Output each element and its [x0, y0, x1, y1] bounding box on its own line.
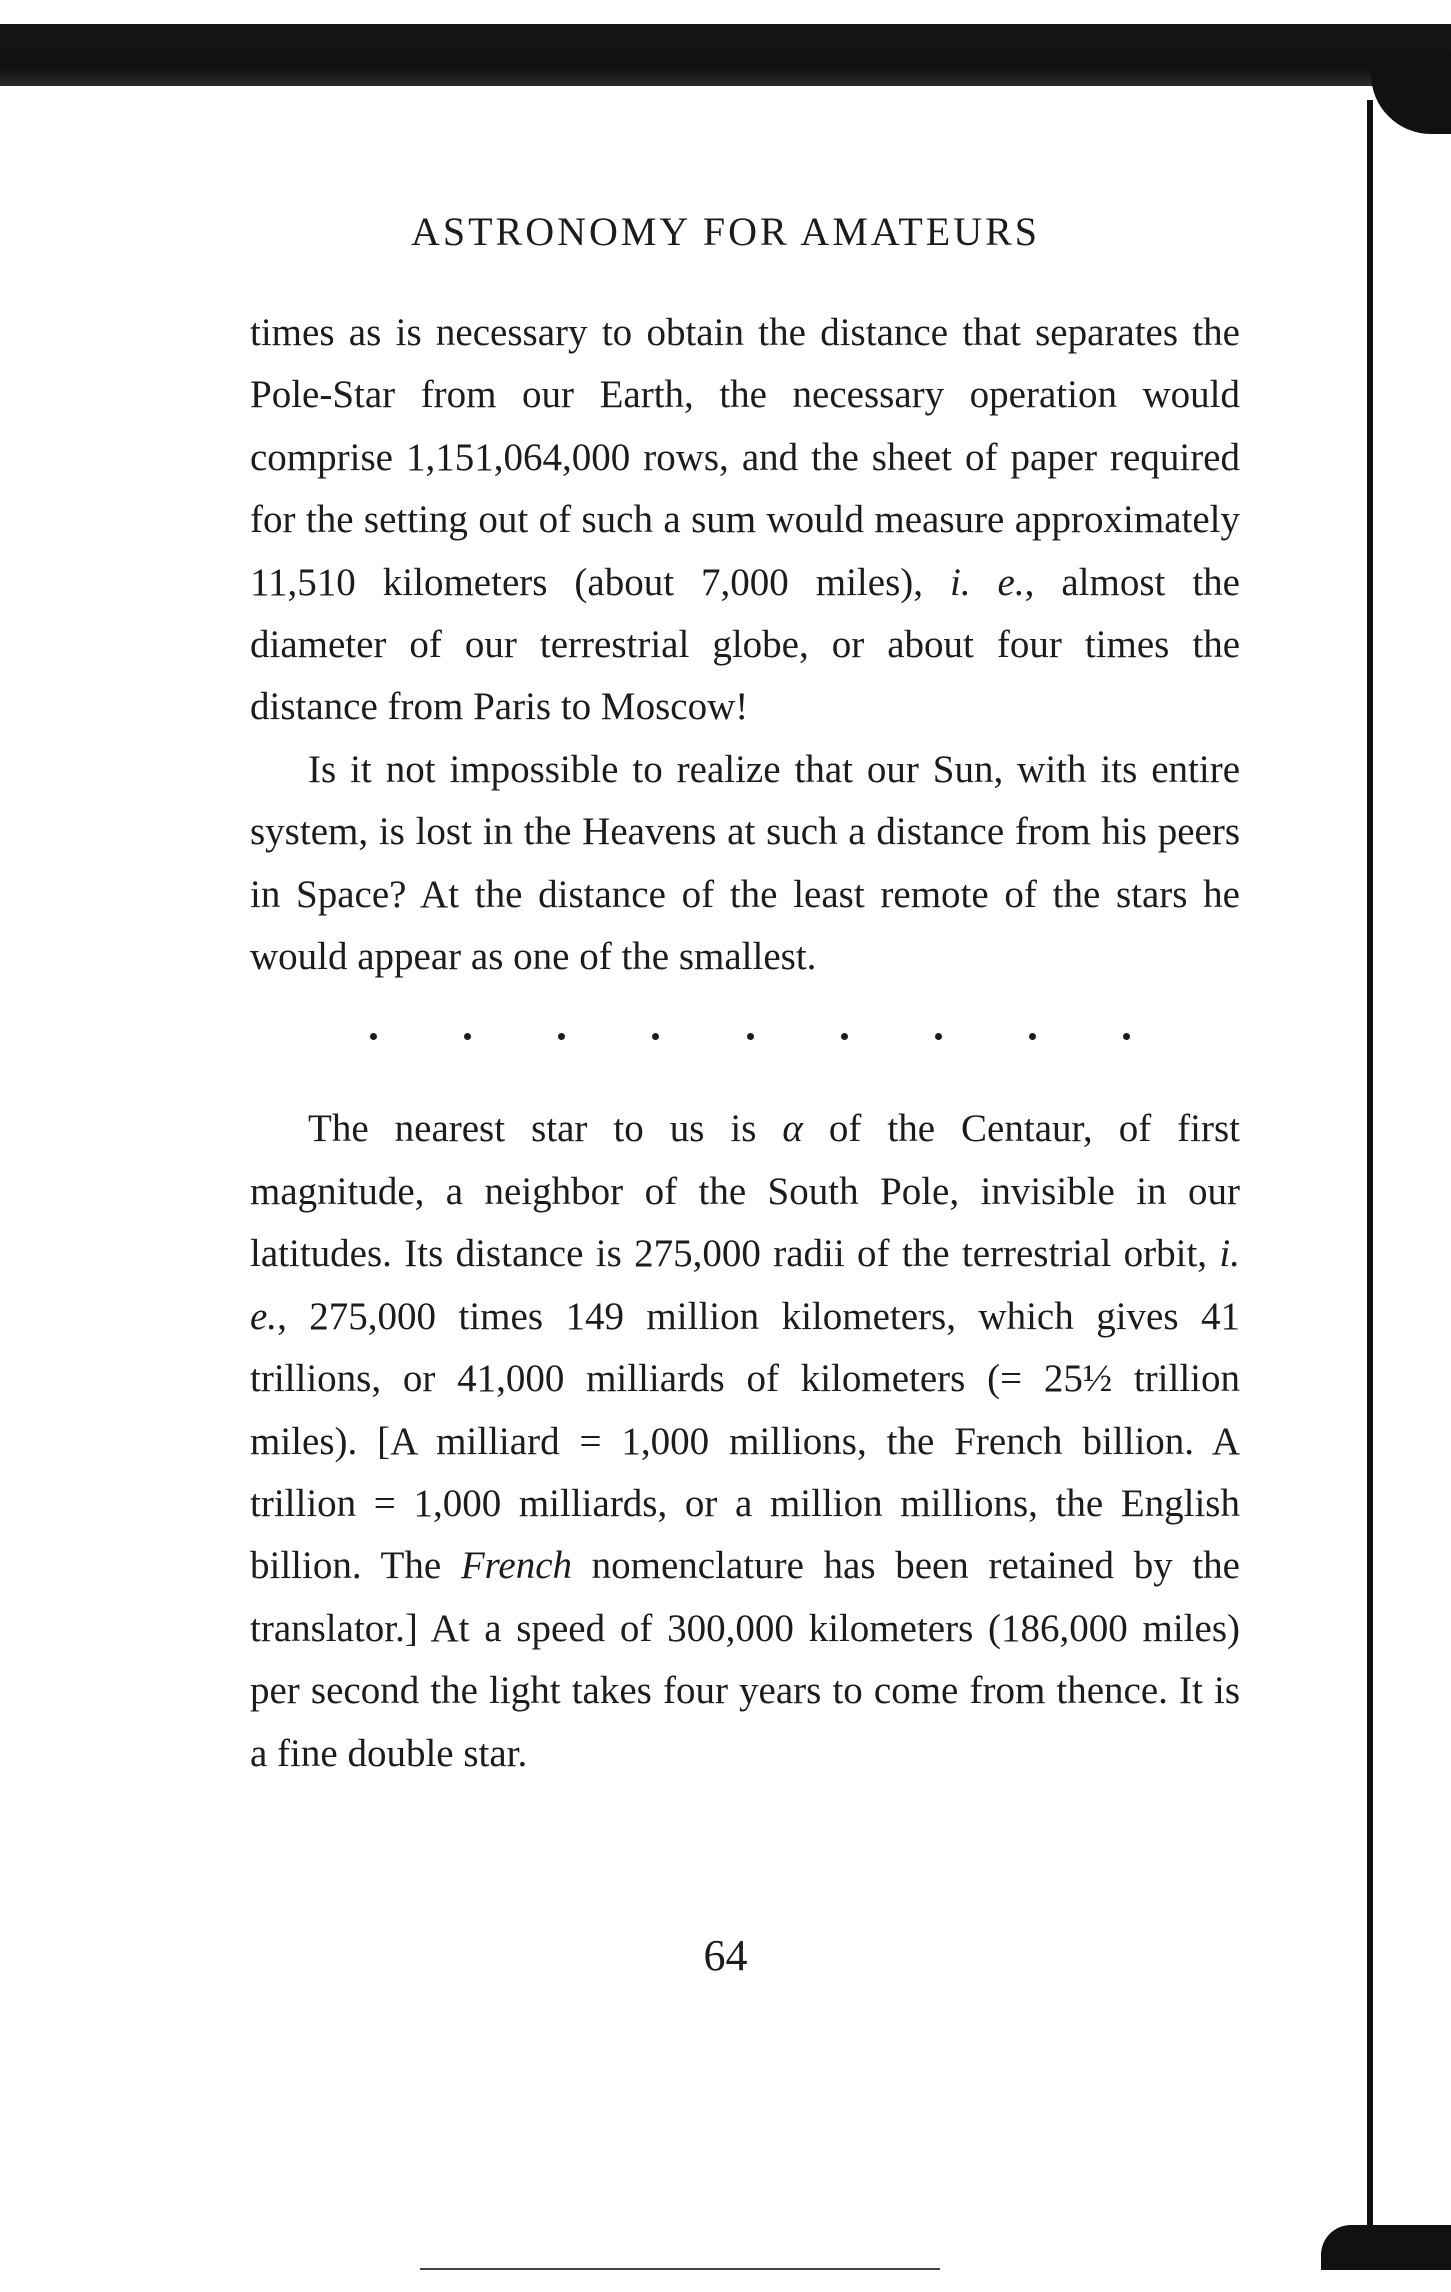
- paragraph-3-b: of the Centaur, of first magnitude, a neighbor of the South Pole, invisible in our latitudes. Its distance is 275,000 radii of the terrestrial orbit,: [250, 1107, 1241, 1276]
- paragraph-1: [250, 302, 1240, 739]
- paragraph-3-ie: i. e.: [250, 1232, 1240, 1338]
- paragraph-3-d: nomenclature has been retained by the translator.] At a speed of 300,000 kilometers (186,000 miles) per second the light takes four years to come from thence. It is a fine double star.: [250, 1544, 1240, 1775]
- divider-dot: [1029, 1033, 1036, 1040]
- section-divider: [250, 974, 1240, 1098]
- running-head: ASTRONOMY FOR AMATEURS: [410, 209, 1041, 254]
- divider-dot: [841, 1033, 848, 1040]
- divider-dot: [464, 1033, 471, 1040]
- paragraph-1-end: , almost the diameter of our terrestrial globe, or about four times the distance from Paris to Moscow!: [250, 560, 1240, 729]
- divider-dot: [558, 1033, 565, 1040]
- divider-dot: [652, 1033, 659, 1040]
- paragraph-3-c: , 275,000 times 149 million kilometers, which gives 41 trillions, or 41,000 milliards of kilometers (= 25½ trillion miles). [A milliard = 1,000 millions, the French billion. A trillion = 1,000 milliards, or a million millions, the English billion. The: [250, 1294, 1240, 1588]
- paragraph-3: [250, 1098, 1240, 1784]
- scan-top-edge: [0, 24, 1451, 86]
- divider-dot: [747, 1033, 754, 1040]
- divider-dot: [935, 1033, 942, 1040]
- divider-dot: [370, 1033, 377, 1040]
- scan-right-spine: [1367, 100, 1373, 2230]
- scan-bottom-rule: [420, 2268, 940, 2270]
- paragraph-2: Is it not impossible to realize that our Sun, with its entire system, is lost in the Heavens at such a distance from his peers in Space? At the distance of the least remote of the stars he would appear as one of the smallest.: [250, 747, 1240, 979]
- divider-dot: [1123, 1033, 1130, 1040]
- paragraph-1-text: times as is necessary to obtain the distance that separates the Pole-Star from our Earth, the necessary operation would comprise 1,151,064,000 rows, and the sheet of paper required for the setting out of such a sum would measure approximately 11,510 kilometers (about 7,000 miles),: [250, 311, 1240, 604]
- paragraph-3-a: The nearest star to us is: [308, 1107, 783, 1151]
- body-text: [250, 302, 1240, 1785]
- french-italic: French: [460, 1544, 573, 1588]
- paragraph-1-ie: i. e.: [949, 560, 1025, 604]
- alpha-symbol: α: [782, 1107, 803, 1151]
- scan-bottom-corner: [1321, 2225, 1451, 2270]
- page-number: 64: [703, 1931, 748, 1980]
